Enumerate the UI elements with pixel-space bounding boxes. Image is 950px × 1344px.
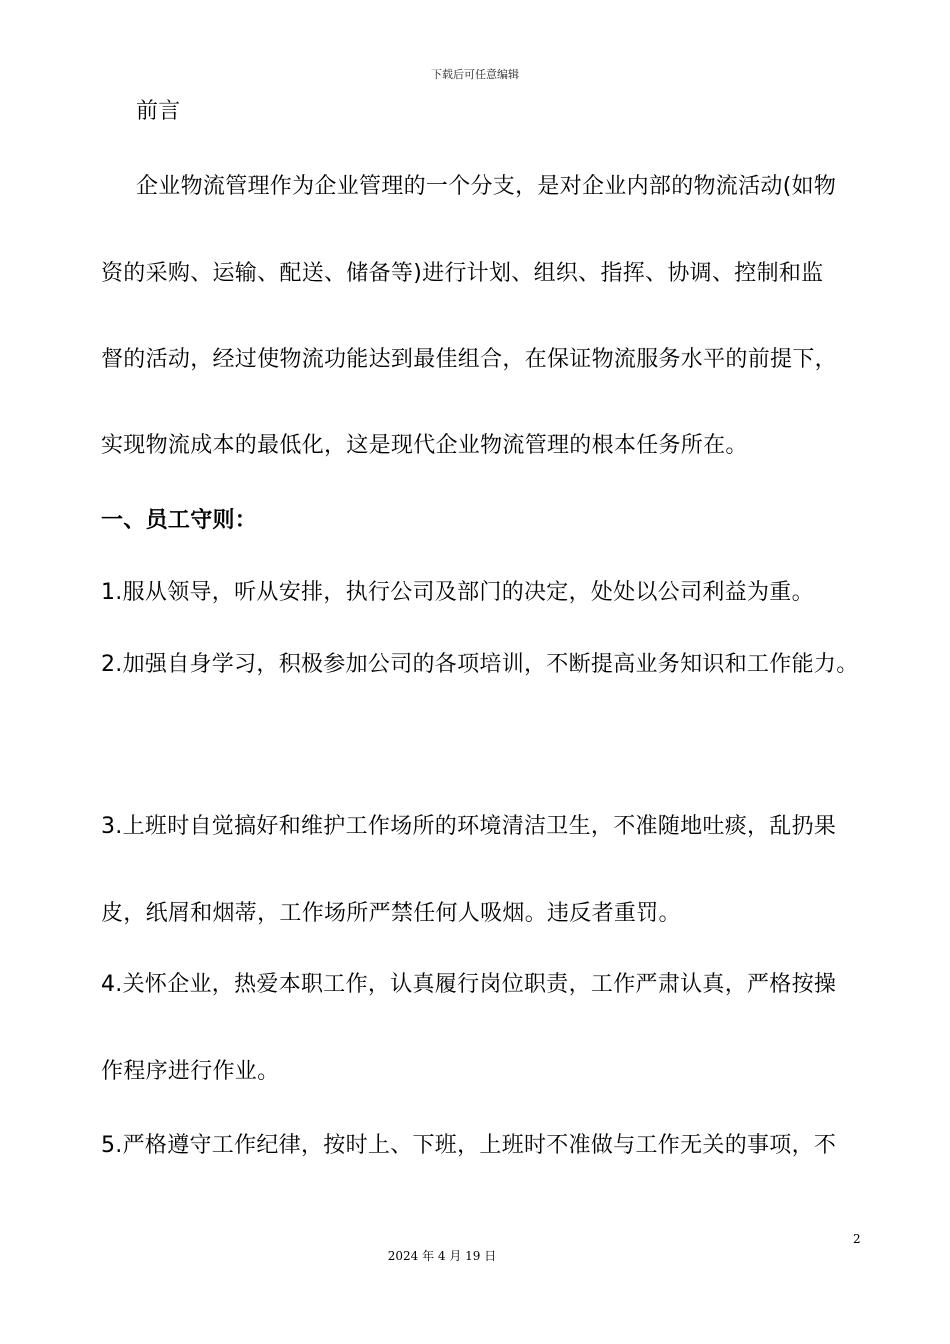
rule-line: 5.严格遵守工作纪律，按时上、下班，上班时不准做与工作无关的事项，不 — [101, 1133, 837, 1158]
rule-line: 2.加强自身学习，积极参加公司的各项培训，不断提高业务知识和工作能力。 — [101, 652, 859, 677]
header-note: 下载后可任意编辑 — [431, 68, 519, 81]
footer-date: 2024 年 4 月 19 日 — [387, 1249, 497, 1263]
page-number: 2 — [853, 1232, 861, 1246]
preface-title: 前言 — [136, 99, 181, 124]
rule-line: 皮，纸屑和烟蒂，工作场所严禁任何人吸烟。违反者重罚。 — [101, 901, 681, 926]
rule-line: 3.上班时自觉搞好和维护工作场所的环境清洁卫生，不准随地吐痰，乱扔果 — [101, 814, 837, 839]
rule-line: 4.关怀企业，热爱本职工作，认真履行岗位职责，工作严肃认真，严格按操 — [101, 972, 837, 997]
preface-line: 督的活动，经过使物流功能达到最佳组合，在保证物流服务水平的前提下， — [101, 347, 837, 372]
preface-line: 实现物流成本的最低化，这是现代企业物流管理的根本任务所在。 — [101, 433, 748, 458]
rule-line: 作程序进行作业。 — [101, 1059, 280, 1084]
preface-line: 资的采购、运输、配送、储备等)进行计划、组织、指挥、协调、控制和监 — [101, 261, 824, 286]
rule-line: 1.服从领导，听从安排，执行公司及部门的决定，处处以公司利益为重。 — [101, 580, 814, 605]
preface-line: 企业物流管理作为企业管理的一个分支，是对企业内部的物流活动(如物 — [136, 174, 837, 199]
section-heading: 一、员工守则： — [101, 508, 258, 533]
